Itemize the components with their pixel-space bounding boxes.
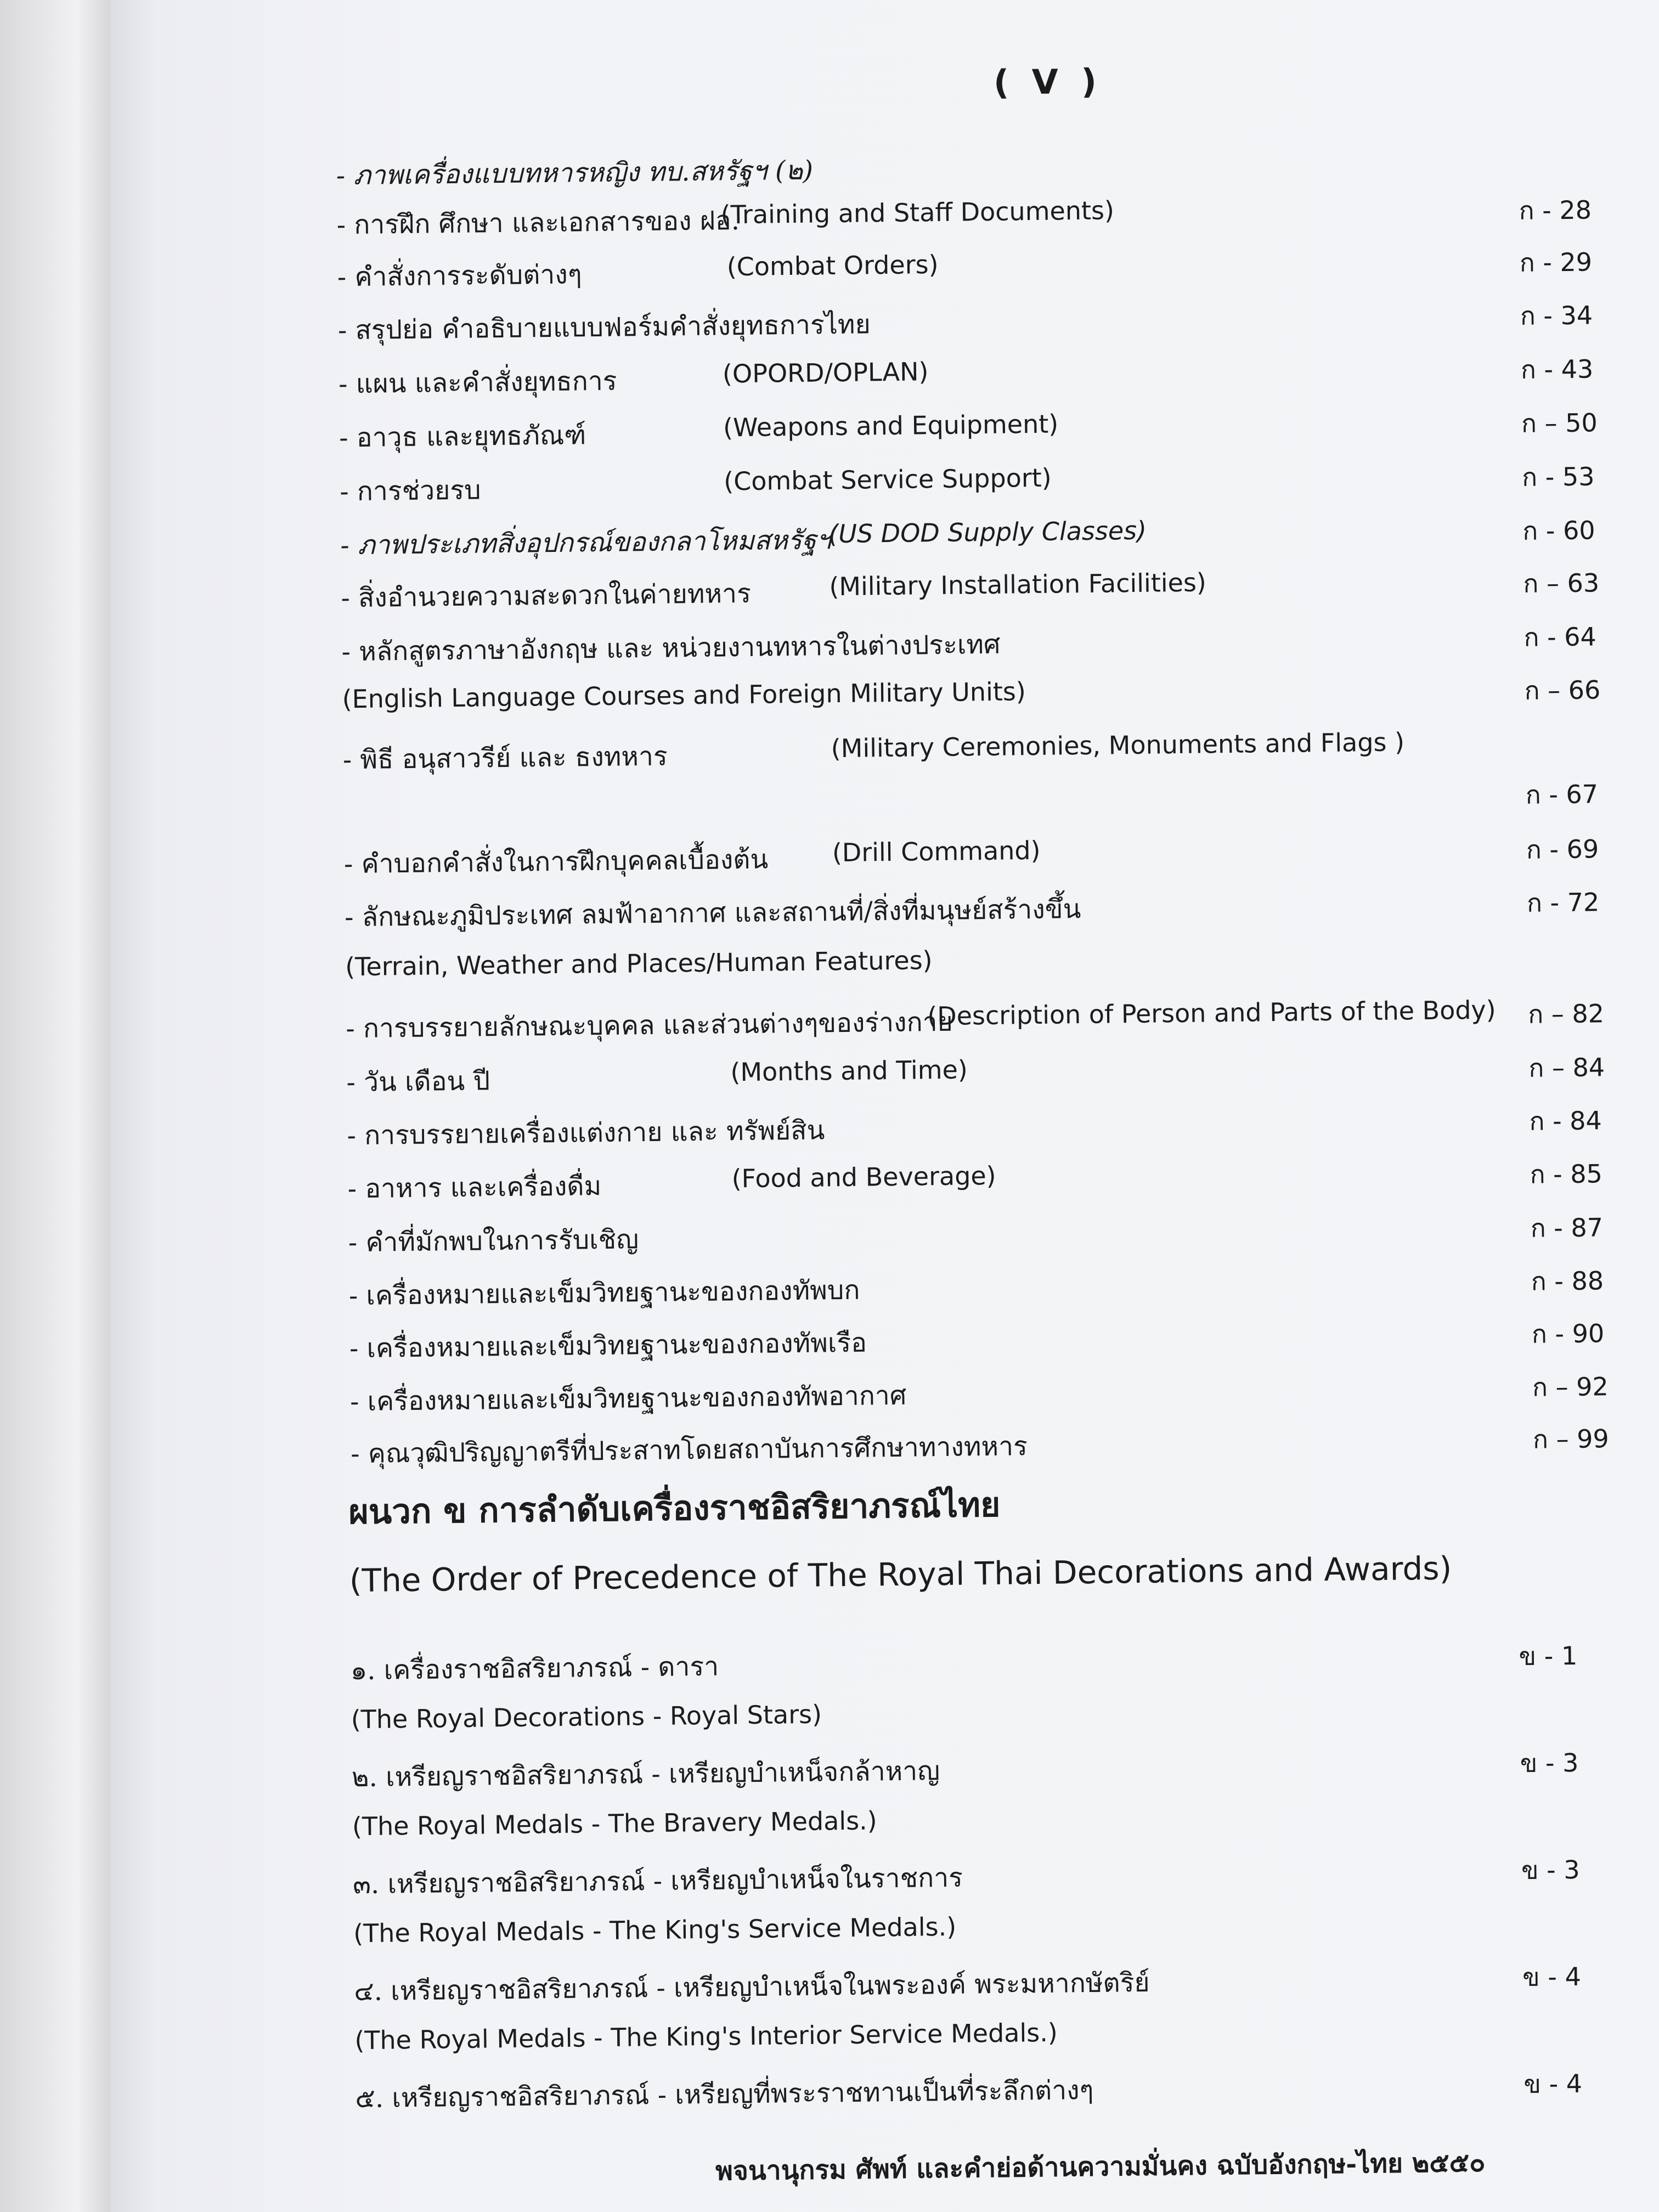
toc-entry-page: ก – 63 [1523, 568, 1600, 599]
award-entry-english: (The Royal Medals - The Bravery Medals.) [352, 1805, 877, 1842]
toc-entry-thai: - เครื่องหมายและเข็มวิทยฐานะของกองทัพเรือ [349, 1327, 867, 1364]
toc-entry-page: ก - 43 [1520, 354, 1594, 385]
award-entry [355, 2063, 1659, 2128]
toc-entry-page: ก – 92 [1532, 1372, 1609, 1402]
toc-entry-page: ก - 90 [1531, 1318, 1605, 1349]
award-entry-thai: ๓. เหรียญราชอิสริยาภรณ์ - เหรียญบำเหน็จในราชการ [352, 1862, 963, 1900]
award-entry [353, 1849, 1659, 1914]
toc-entry-thai: - คุณวุฒิปริญญาตรีที่ประสาทโดยสถาบันการศึกษาทางทหาร [350, 1431, 1028, 1470]
award-entry-english: (The Royal Medals - The King's Service Medals.) [353, 1911, 957, 1949]
toc-entry-thai: - อาวุธ และยุทธภัณฑ์ [338, 420, 586, 454]
toc-entry-thai: - พิธี อนุสาวรีย์ และ ธงทหาร [342, 741, 668, 776]
toc-entry-english: (Drill Command) [832, 835, 1041, 868]
toc-entry-page: ก - 34 [1520, 300, 1593, 331]
toc-entry-thai: - ภาพประเภทสิ่งอุปกรณ์ของกลาโหมสหรัฐฯ [340, 524, 832, 561]
toc-entry-english: (OPORD/OPLAN) [722, 357, 929, 389]
toc-entry-thai: - การฝึก ศึกษา และเอกสารของ ฝอ. [336, 205, 740, 241]
award-entry-page: ข - 3 [1520, 1747, 1579, 1779]
toc-entry-english: (Months and Time) [730, 1054, 968, 1087]
toc-entry-thai: - เครื่องหมายและเข็มวิทยฐานะของกองทัพบก [348, 1274, 860, 1312]
toc-entry-page: ก - 64 [1523, 622, 1597, 652]
toc-entry-thai: - คำที่มักพบในการรับเชิญ [348, 1224, 639, 1259]
award-entry-thai: ๑. เครื่องราชอิสริยาภรณ์ - ดารา [350, 1651, 719, 1686]
toc-entry-thai: - การบรรยายเครื่องแต่งกาย และ ทรัพย์สิน [347, 1115, 825, 1152]
toc-entry-english: (Description of Person and Parts of the Body) [927, 995, 1496, 1031]
book-page [110, 0, 1659, 2212]
award-entry-page: ข - 4 [1522, 1961, 1582, 1993]
toc-entry-page: ก – 66 [1524, 675, 1601, 706]
toc-entry-thai: - สิ่งอำนวยความสะดวกในค่ายทหาร [341, 578, 752, 614]
toc-entry-english: (Food and Beverage) [731, 1160, 996, 1194]
award-entry-english: (The Royal Decorations - Royal Stars) [351, 1699, 822, 1735]
toc-entry-thai: - แผน และคำสั่งยุทธการ [338, 365, 617, 400]
toc-entry-english: (Military Installation Facilities) [829, 567, 1207, 602]
award-entry-english: (The Royal Medals - The King's Interior Service Medals.) [354, 2017, 1058, 2056]
toc-entry-page: ก - 29 [1519, 247, 1593, 278]
toc-entry-page: ก - 87 [1530, 1212, 1604, 1243]
toc-entry-page: ก – 50 [1521, 408, 1598, 438]
toc-entry-thai: - เครื่องหมายและเข็มวิทยฐานะของกองทัพอากาศ [349, 1380, 907, 1418]
toc-entry-page: ก – 99 [1532, 1424, 1610, 1454]
toc-entry-thai: - การช่วยรบ [340, 475, 481, 507]
toc-entry-thai: - หลักสูตรภาษาอังกฤษ และ หน่วยงานทหารในต่างประเทศ [341, 629, 1001, 668]
toc-entry-page: ก - 69 [1526, 834, 1599, 865]
toc-entry-page: ก - 67 [1525, 779, 1599, 810]
award-entry-page: ข - 4 [1523, 2068, 1583, 2100]
toc-entry-english: (Training and Staff Documents) [720, 195, 1115, 230]
award-entry [352, 1742, 1659, 1807]
facing-page-edge [0, 0, 110, 2212]
page-content [208, 22, 1627, 2211]
toc-entry-thai: - คำบอกคำสั่งในการฝึกบุคคลเบื้องต้น [343, 844, 769, 880]
toc-entry-page: ก - 85 [1530, 1159, 1603, 1189]
award-entry-page: ข - 3 [1521, 1854, 1580, 1886]
toc-entry-english: (Combat Orders) [726, 249, 939, 282]
toc-entry-page: ก - 72 [1526, 887, 1600, 918]
toc-entry-thai: - อาหาร และเครื่องดื่ม [347, 1171, 602, 1205]
page-number: ( V ) [993, 61, 1103, 103]
award-entry-thai: ๒. เหรียญราชอิสริยาภรณ์ - เหรียญบำเหน็จกล้าหาญ [351, 1756, 940, 1793]
toc-entry-thai: - วัน เดือน ปี [346, 1065, 490, 1098]
toc-entry-page: ก – 84 [1528, 1052, 1605, 1083]
toc-entry-thai: - ภาพเครื่องแบบทหารหญิง ทบ.สหรัฐฯ (๒) [336, 155, 814, 191]
toc-entry-thai: - สรุปย่อ คำอธิบายแบบฟอร์มคำสั่งยุทธการไทย [337, 309, 871, 346]
section-title: ผนวก ข การลำดับเครื่องราชอิสริยาภรณ์ไทย [348, 1484, 1001, 1532]
toc-entry-english: (Weapons and Equipment) [723, 409, 1059, 443]
award-entry [350, 1635, 1659, 1700]
section-subtitle: (The Order of Precedence of The Royal Thai Decorations and Awards) [349, 1549, 1452, 1600]
toc-entry-page: ก - 88 [1531, 1266, 1604, 1296]
toc-entry-page: ก - 60 [1522, 515, 1595, 546]
award-entry-page: ข - 1 [1519, 1640, 1578, 1672]
award-entry [354, 1956, 1659, 2021]
toc-entry-page: ก - 28 [1519, 195, 1592, 225]
toc-entry-page: ก – 82 [1528, 998, 1605, 1029]
page-footer: พจนานุกรม ศัพท์ และคำย่อด้านความมั่นคง ฉบับอังกฤษ-ไทย ๒๕๕๐ [715, 2147, 1486, 2187]
toc-entry-english: (Military Ceremonies, Monuments and Flags ) [831, 727, 1405, 764]
toc-english-line: (Terrain, Weather and Places/Human Features) [345, 945, 933, 982]
toc-entry-thai: - การบรรยายลักษณะบุคคล และส่วนต่างๆของร่างกาย [346, 1006, 953, 1045]
toc-english-line: (English Language Courses and Foreign Military Units) [342, 676, 1026, 714]
toc-entry-english: (US DOD Supply Classes) [828, 515, 1147, 549]
toc-entry-thai: - ลักษณะภูมิประเทศ ลมฟ้าอากาศ และสถานที่/สิ่งที่มนุษย์สร้างขึ้น [344, 894, 1081, 933]
toc-entry-thai: - คำสั่งการระดับต่างๆ [337, 259, 582, 293]
toc-entry-page: ก - 53 [1521, 461, 1595, 492]
toc-entry-english: (Combat Service Support) [723, 462, 1052, 496]
award-entry-thai: ๕. เหรียญราชอิสริยาภรณ์ - เหรียญที่พระราชทานเป็นที่ระลึกต่างๆ [355, 2074, 1094, 2114]
award-entry-thai: ๔. เหรียญราชอิสริยาภรณ์ - เหรียญบำเหน็จในพระองค์ พระมหากษัตริย์ [354, 1967, 1150, 2007]
toc-entry-page: ก - 84 [1529, 1105, 1602, 1136]
